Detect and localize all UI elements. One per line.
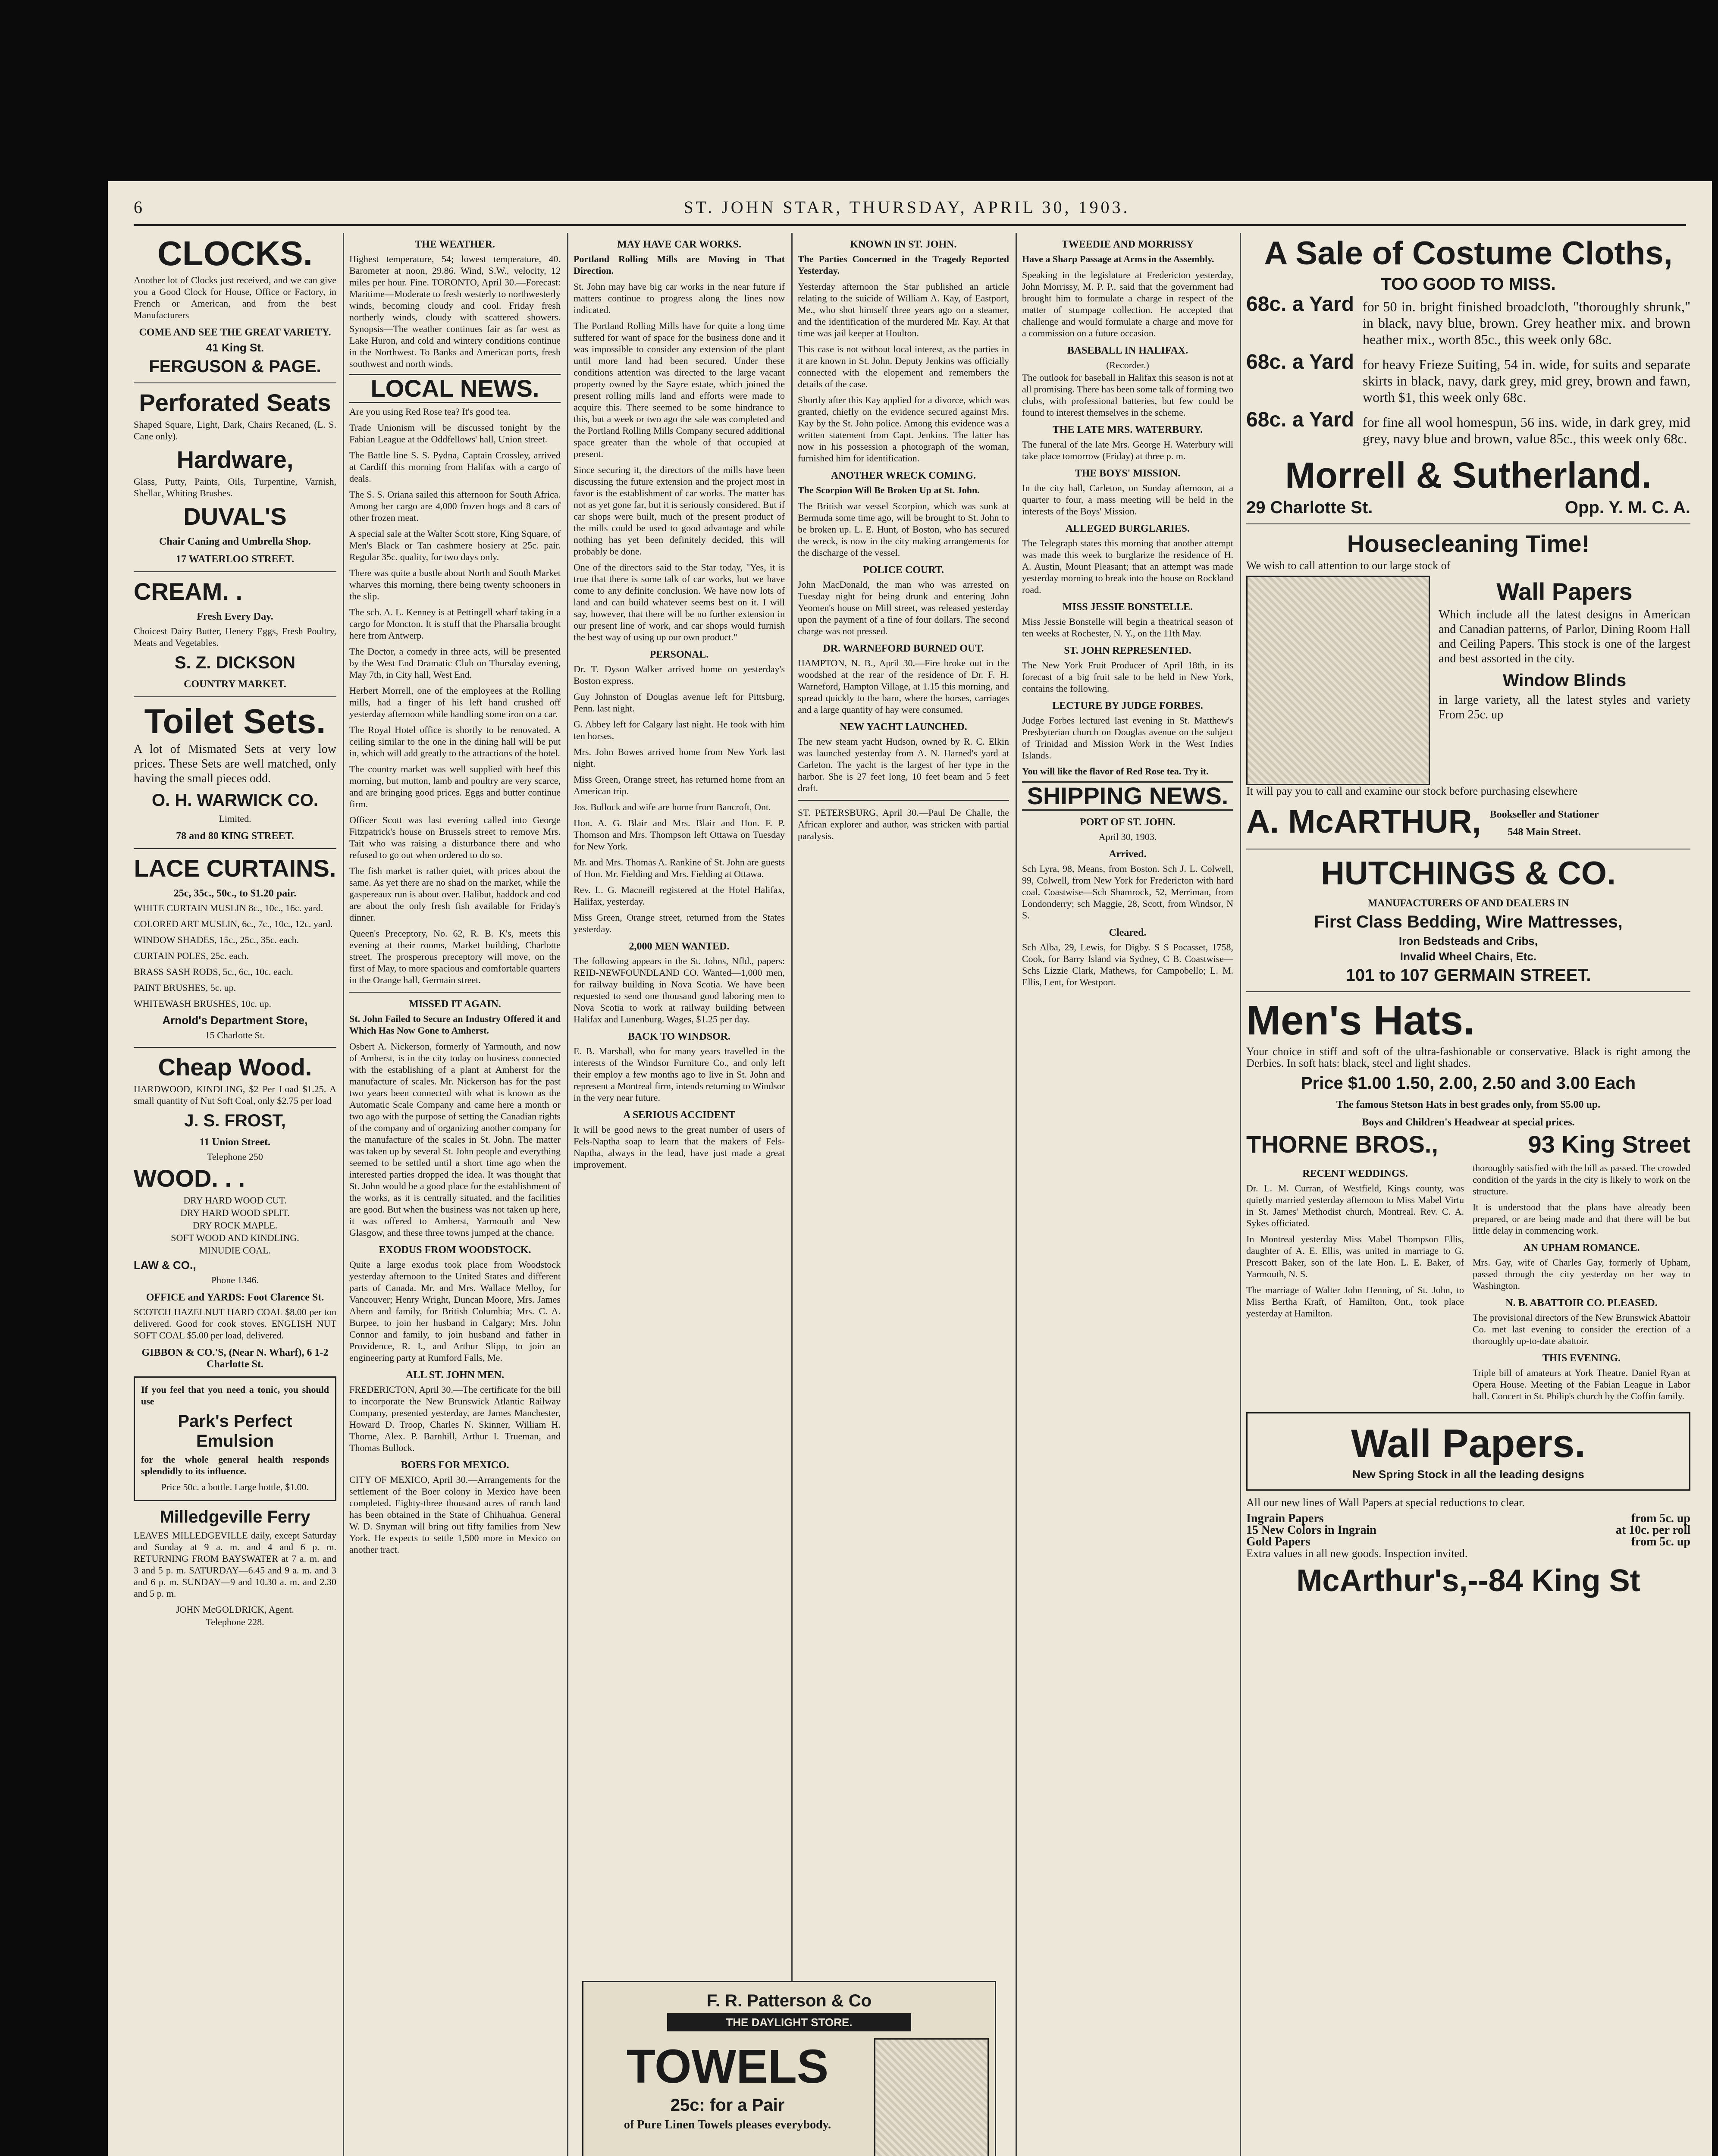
column-ads-right [1246, 233, 1690, 2156]
column-local-news [349, 233, 561, 2156]
wall-papers-row-price: from 5c. up [1631, 1535, 1690, 1548]
lace-item: WHITE CURTAIN MUSLIN 8c., 10c., 16c. yard. [134, 903, 323, 913]
tweedie-heading: TWEEDIE AND MORRISSY [1061, 239, 1194, 250]
price-text: for 50 in. bright finished broadcloth, "thoroughly shrunk," in black, navy blue, brown. Grey heather mix. and brown heather mix., worth 85c., this week only 68c. [1362, 299, 1690, 347]
weddings-text: In Montreal yesterday Miss Mabel Thompson Ellis, daughter of A. E. Ellis, was united in marriage to G. Prescott Baker, son of the late Hon. L. E. Baker, of Yarmouth, N. S. [1246, 1234, 1464, 1279]
weather-heading: THE WEATHER. [415, 239, 495, 250]
gibbon-text: GIBBON & CO.'S, (Near N. Wharf), 6 1-2 Charlotte St. [141, 1347, 329, 1370]
personal-item: Mrs. John Bowes arrived home from New York last night. [574, 746, 785, 769]
men-wanted-heading: 2,000 MEN WANTED. [629, 941, 730, 952]
divider [1246, 523, 1690, 524]
accident-text: It will be good news to the great number of users of Fels-Naptha soap to learn that the makers of Fels-Naptha, always in the lead, have just made a great improvement. [574, 1124, 785, 1170]
divider [134, 1047, 336, 1048]
warwick-subheading: Limited. [219, 813, 251, 824]
wall-papers-row-label: Gold Papers [1246, 1535, 1310, 1548]
newspaper-page [108, 181, 1712, 2156]
red-rose-text: You will like the flavor of Red Rose tea. Try it. [1022, 766, 1209, 777]
local-news-item: The S. S. Oriana sailed this afternoon for South Africa. Among her cargo are 4,000 frozen hogs and 8 cars of other frozen meat. [349, 489, 561, 523]
ferry-telephone: Telephone 228. [206, 1617, 264, 1627]
morrell-address: 29 Charlotte St. [1246, 498, 1373, 517]
local-news-item: The Doctor, a comedy in three acts, will be presented by the West End Dramatic Club on Thursday evening, May 7th, in City hall, West End. [349, 646, 561, 680]
page-number: 6 [134, 197, 145, 217]
warneford-text: HAMPTON, N. B., April 30.—Fire broke out in the woodshed at the rear of the residence of Dr. F. H. Warneford, Hampton Village, at 1.15 this morning, and spread quickly to the barn, where the horses, carriages and a large quantity of hay were consumed. [798, 658, 1009, 715]
personal-item: Miss Green, Orange street, returned from the States yesterday. [574, 912, 785, 934]
local-news-heading: LOCAL NEWS. [349, 374, 561, 403]
personal-item: Miss Green, Orange street, has returned home from an American trip. [574, 774, 785, 796]
towels-text: of Pure Linen Towels pleases everybody. [624, 2118, 831, 2131]
hutchings-line: Iron Bedsteads and Cribs, [1398, 934, 1538, 947]
parks-heading: Park's Perfect Emulsion [178, 1412, 292, 1451]
frost-address: 11 Union Street. [199, 1137, 271, 1148]
wood-item: SOFT WOOD AND KINDLING. [171, 1232, 299, 1243]
abattoir-heading: N. B. ABATTOIR CO. PLEASED. [1505, 1297, 1658, 1309]
towels-heading: TOWELS [626, 2040, 829, 2093]
stetson-text: The famous Stetson Hats in best grades only, from $5.00 up. [1336, 1099, 1601, 1110]
toilet-sets-text: A lot of Mismated Sets at very low prices. These Sets are well matched, only having the small pieces odd. [134, 743, 336, 785]
local-news-item: A special sale at the Walter Scott store, King Square, of Men's Black or Tan cashmere hosiery at 25c. pair. Regular 35c. quality, for two days only. [349, 528, 561, 562]
cleared-heading: Cleared. [1109, 927, 1147, 938]
missed-heading: MISSED IT AGAIN. [409, 999, 501, 1010]
boers-text: CITY OF MEXICO, April 30.—Arrangements for the settlement of the Boer colony in Mexico have been completed. Eighty-three thousand acres of ranch land has been obtained in the State of Chihuahua. General W. D. Snyman will bring out fifty families from New York. He expects to settle 1,500 more in Mexico on another tract. [349, 1474, 561, 1555]
wall-papers-ad [1246, 1412, 1690, 1491]
arrived-heading: Arrived. [1109, 849, 1147, 860]
bonstelle-text: Miss Jessie Bonstelle will begin a theatrical season of ten weeks at Rochester, N. Y., on the 11th May. [1022, 616, 1233, 639]
wall-papers-row-label: Ingrain Papers [1246, 1512, 1324, 1525]
mens-hats-text: Your choice in stiff and soft of the ultra-fashionable or conservative. Black is right among the Derbies. In soft hats: black, steel and light shades. [1246, 1045, 1690, 1069]
clocks-text: Another lot of Clocks just received, and we can give you a Good Clock for House, Office or Factory, in French or American, and from the best Manufacturers [134, 275, 336, 320]
clocks-heading: CLOCKS. [157, 234, 313, 273]
lace-curtains-heading: LACE CURTAINS. [134, 855, 336, 882]
boys-mission-text: In the city hall, Carleton, on Sunday afternoon, at a quarter to four, a mass meeting will be held in the interests of the Boys' Mission. [1022, 483, 1233, 517]
weddings-heading: RECENT WEDDINGS. [1302, 1168, 1408, 1179]
personal-item: Dr. T. Dyson Walker arrived home on yesterday's Boston express. [574, 664, 785, 686]
lace-prices: 25c, 35c., 50c., to $1.20 pair. [173, 888, 297, 899]
local-news-item: The Royal Hotel office is shortly to be renovated. A ceiling similar to the one in the dining hall will be put in, which will add greatly to the attractions of the hotel. [349, 724, 561, 758]
known-heading: KNOWN IN ST. JOHN. [850, 239, 957, 250]
car-works-heading: MAY HAVE CAR WORKS. [617, 239, 742, 250]
masthead-title: ST. JOHN STAR, THURSDAY, APRIL 30, 1903. [683, 197, 1130, 217]
yacht-text: The new steam yacht Hudson, owned by R. C. Elkin was launched yesterday from A. N. Harned's yard at Carleton. The yacht is the largest of her type in the harbor. She is 27 feet long, 10 feet beam and 5 feet draft. [798, 736, 1009, 793]
petersburg-text: ST. PETERSBURG, April 30.—Paul De Challe, the African explorer and author, was stricken with partial paralysis. [798, 807, 1009, 841]
lecture-text: Judge Forbes lectured last evening in St. Matthew's Presbyterian church on Douglas avenue on the subject of Trinidad and Mission Work in the West Indies Islands. [1022, 715, 1233, 761]
divider [1246, 991, 1690, 992]
costume-cloths-heading: A Sale of Costume Cloths, [1264, 235, 1673, 272]
port-date: April 30, 1903. [1098, 831, 1157, 842]
patterson-tagline: THE DAYLIGHT STORE. [667, 2013, 911, 2031]
divider [134, 696, 336, 697]
price-text: for fine all wool homespun, 56 ins. wide, in dark grey, mid grey, navy blue and brown, value 85c., this week only 68c. [1362, 414, 1690, 446]
law-text: SCOTCH HAZELNUT HARD COAL $8.00 per ton delivered. Good for cook stoves. ENGLISH NUT SOFT COAL $5.00 per load, delivered. [134, 1307, 336, 1341]
hutchings-heading: HUTCHINGS & CO. [1321, 855, 1616, 892]
all-st-john-text: FREDERICTON, April 30.—The certificate for the bill to incorporate the New Brunswick Atlantic Railway Company, presented yesterday, are James Manchester, Howard D. Troop, Charles N. Skinner, William H. Thorne, Alex. P. Barnhill, Arthur I. Trueman, and Thomas Bullock. [349, 1384, 561, 1453]
arnold-address: 15 Charlotte St. [205, 1030, 265, 1040]
represented-heading: ST. JOHN REPRESENTED. [1064, 645, 1191, 656]
personal-item: Jos. Bullock and wife are home from Bancroft, Ont. [574, 802, 771, 812]
wood-item: MINUDIE COAL. [199, 1245, 271, 1256]
patterson-firm: F. R. Patterson & Co [706, 1991, 872, 2010]
exodus-heading: EXODUS FROM WOODSTOCK. [379, 1244, 531, 1256]
patterson-towels-ad [582, 1981, 996, 2156]
wall-papers-ad-heading: Wall Papers. [1351, 1422, 1586, 1466]
housecleaning-heading: Housecleaning Time! [1347, 530, 1590, 557]
column-rule [1240, 233, 1241, 2156]
duval-heading: DUVAL'S [183, 503, 287, 530]
personal-item: Guy Johnston of Douglas avenue left for Pittsburg, Penn. last night. [574, 691, 785, 714]
port-heading: PORT OF ST. JOHN. [1079, 817, 1176, 828]
car-works-text: The Portland Rolling Mills have for quite a long time suffered for want of space for the business done and it was impossible to consider any extension of the plant until more land had been secured. Under these conditions attention was directed to the large vacant property owned by the Sayre estate, which joined the present rolling mills land and efforts were made to acquire this. There seemed to be some hindrance to this, but a week or two ago the sale was completed and the Portland Rolling Mills Company secured additional space greater than the whole of that occupied at present. [574, 320, 785, 459]
local-news-item: Officer Scott was last evening called into George Fitzpatrick's house on Brussels street to remove Mrs. Tait who was raising a disturbance there and who refused to go out when ordered to do so. [349, 815, 561, 860]
ferguson-heading: FERGUSON & PAGE. [149, 357, 321, 376]
housecleaning-intro: We wish to call attention to our large stock of [1246, 559, 1451, 572]
wood-item: DRY HARD WOOD CUT. [183, 1195, 287, 1206]
parks-text: for the whole general health responds splendidly to its influence. [141, 1454, 329, 1476]
upham-text: Mrs. Gay, wife of Charles Gay, formerly of Upham, passed through the city yesterday on her way to Washington. [1473, 1257, 1690, 1291]
wreck-heading: ANOTHER WRECK COMING. [831, 470, 976, 481]
woman-illustration-icon [874, 2038, 989, 2156]
wreck-subheading: The Scorpion Will Be Broken Up at St. John. [798, 485, 980, 495]
wall-papers-intro: All our new lines of Wall Papers at special reductions to clear. [1246, 1496, 1525, 1509]
lace-item: BRASS SASH RODS, 5c., 6c., 10c. each. [134, 966, 293, 977]
boers-heading: BOERS FOR MEXICO. [401, 1460, 509, 1471]
hardware-heading: Hardware, [176, 446, 294, 473]
windsor-heading: BACK TO WINDSOR. [627, 1031, 731, 1042]
column-rule [567, 233, 568, 2156]
costume-cloths-subheading: TOO GOOD TO MISS. [1381, 275, 1556, 294]
column-car-works [574, 233, 785, 2156]
boys-headwear-text: Boys and Children's Headwear at special prices. [1362, 1117, 1575, 1128]
seats-heading: Perforated Seats [139, 389, 331, 416]
seats-text: Shaped Square, Light, Dark, Chairs Recaned, (L. S. Cane only). [134, 419, 336, 442]
divider [134, 848, 336, 849]
local-news-item: Are you using Red Rose tea? It's good tea. [349, 406, 511, 417]
wall-papers-note: Extra values in all new goods. Inspection invited. [1246, 1547, 1468, 1560]
parks-emulsion-ad [134, 1376, 336, 1501]
masthead [134, 190, 1686, 226]
car-works-text: One of the directors said to the Star today, "Yes, it is true that there is some talk of car works, but we have come to any definite conclusion. We have now lots of land and can build whatever seems best on it. I will say, however, that there will be no further extension in our present line of work, and car shops would furnish the best way of using up our own product." [574, 562, 785, 642]
column-rule [1016, 233, 1017, 2156]
baseball-text: The outlook for baseball in Halifax this season is not at all promising. There has been some talk of forming two clubs, with professional batteries, but few could be found to interest themselves in the scheme. [1022, 372, 1233, 418]
exodus-text: Quite a large exodus took place from Woodstock yesterday afternoon to the United States and different parts of Canada. Mr. and Mrs. Wallace Melloy, for Vancouver; Henry Wright, Duncan Moore, Mrs. James Ahern and family, for British Columbia; Mrs. C. A. Burpee, to join her husband in Calgary; Mrs. John Connor and family, to join husband and father in Providence, R. I., and Arthur Slipp, to join an engineering party at Rumford Falls, Me. [349, 1259, 561, 1363]
wood-heading: WOOD. . . [134, 1165, 245, 1192]
police-text: John MacDonald, the man who was arrested on Tuesday night for being drunk and entering John Yeomen's house on Mill street, was released yesterday upon the payment of a fine of four dollars. The second charge was not pressed. [798, 579, 1009, 636]
law-address: OFFICE and YARDS: Foot Clarence St. [146, 1292, 324, 1303]
divider [134, 571, 336, 572]
arrived-text: Sch Lyra, 98, Means, from Boston. Sch J. L. Colwell, 99, Colwell, from New York for Fredericton with hard coal. Coastwise—Sch Shamrock, 52, Merriman, from Londonderry; sch Maggie, 28, Scott, from Windsor, N S. [1022, 863, 1233, 921]
dickson-subheading: COUNTRY MARKET. [184, 679, 286, 690]
ferry-heading: Milledgeville Ferry [160, 1507, 310, 1526]
missed-subheading: St. John Failed to Secure an Industry Offered it and Which Has Now Gone to Amherst. [349, 1013, 561, 1036]
parks-price: Price 50c. a bottle. Large bottle, $1.00. [161, 1482, 309, 1492]
local-news-item: The sch. A. L. Kenney is at Pettingell wharf taking in a cargo for Moncton. It is stuff that the Pharsalia brought here from Antwerp. [349, 607, 561, 641]
divider [798, 800, 1009, 801]
column-known [798, 233, 1009, 2156]
divider [134, 382, 336, 383]
divider [349, 992, 561, 993]
car-works-text: St. John may have big car works in the near future if matters continue to progress along the lines now indicated. [574, 281, 785, 315]
waterbury-heading: THE LATE MRS. WATERBURY. [1052, 424, 1203, 436]
baseball-heading: BASEBALL IN HALIFAX. [1067, 345, 1188, 356]
mens-hats-price: Price $1.00 1.50, 2.00, 2.50 and 3.00 Each [1301, 1074, 1636, 1093]
personal-item: Hon. A. G. Blair and Mrs. Blair and Hon. F. P. Thomson and Mrs. Thompson left Ottawa on Tuesday for New York. [574, 818, 785, 852]
wall-papers-heading: Wall Papers [1496, 578, 1633, 605]
lace-item: WHITEWASH BRUSHES, 10c. up. [134, 998, 271, 1009]
ferry-agent: JOHN McGOLDRICK, Agent. [176, 1604, 294, 1615]
window-blinds-text: in large variety, all the latest styles and variety From 25c. up [1439, 693, 1690, 721]
column-rule [343, 233, 344, 2156]
bonstelle-heading: MISS JESSIE BONSTELLE. [1062, 602, 1193, 613]
mcarthur-subheading: Bookseller and Stationer [1489, 809, 1599, 820]
personal-item: Rev. L. G. Macneill registered at the Hotel Halifax, Halifax, yesterday. [574, 884, 785, 907]
warwick-heading: O. H. WARWICK CO. [152, 791, 318, 810]
local-news-item: The Battle line S. S. Pydna, Captain Crossley, arrived at Cardiff this morning from Halifax with a cargo of deals. [349, 450, 561, 484]
shipping-heading: SHIPPING NEWS. [1022, 781, 1233, 811]
local-news-item: The country market was well supplied with beef this morning, but mutton, lamb and poultry are very scarce, and are bringing good prices. Eggs and butter continue firm. [349, 764, 561, 809]
hutchings-line: First Class Bedding, Wire Mattresses, [1314, 912, 1623, 931]
local-news-item: There was quite a bustle about North and South Market wharves this morning, there being twenty schooners in the slip. [349, 567, 561, 602]
lace-item: COLORED ART MUSLIN, 6c., 7c., 10c., 12c. yard. [134, 918, 333, 929]
men-wanted-text: The following appears in the St. Johns, Nfld., papers: REID-NEWFOUNDLAND CO. Wanted—1,000 men, for railway building in Nova Scotia. We have been requested to send one thousand good laboring men to Nova Scotia to work at railway building between Halifax and Lunenburg. Wages, $1.25 per day. [574, 956, 785, 1025]
burglaries-text: The Telegraph states this morning that another attempt was made this week to burglarize the residence of H. A. Austin, Mount Pleasant; that an attempt was made yesterday morning to break into the house on Rockland road. [1022, 538, 1233, 595]
duval-text: Chair Caning and Umbrella Shop. [159, 536, 311, 547]
police-heading: POLICE COURT. [862, 564, 944, 576]
housecleaning-footer: It will pay you to call and examine our stock before purchasing elsewhere [1246, 785, 1578, 797]
weddings-text: The marriage of Walter John Henning, of St. John, to Miss Bertha Kraft, of Hamilton, Ont., took place yesterday at Hamilton. [1246, 1285, 1464, 1319]
price-text: for heavy Frieze Suiting, 54 in. wide, for suits and separate skirts in black, navy, dark grey, mid grey, brown and fawn, worth $1, this week only 68c. [1362, 357, 1690, 405]
known-subheading: The Parties Concerned in the Tragedy Reported Yesterday. [798, 254, 1009, 276]
hutchings-line: Invalid Wheel Chairs, Etc. [1400, 950, 1537, 963]
mcarthur-king-footer: McArthur's,--84 King St [1296, 1564, 1640, 1598]
mcarthur-heading: A. McARTHUR, [1246, 803, 1481, 840]
cheap-wood-heading: Cheap Wood. [158, 1053, 312, 1081]
windsor-text: E. B. Marshall, who for many years travelled in the interests of the Windsor Furniture Co., and only left their employ a few months ago to live in St. John and represent a Montreal firm, intends returning to Windsor in the very near future. [574, 1046, 785, 1103]
tweedie-subheading: Have a Sharp Passage at Arms in the Assembly. [1022, 254, 1214, 264]
this-evening-heading: THIS EVENING. [1542, 1353, 1621, 1364]
clocks-address: 41 King St. [206, 341, 264, 354]
wood-item: DRY ROCK MAPLE. [192, 1220, 278, 1231]
local-news-item: Herbert Morrell, one of the employees at the Rolling mills, had a finger of his left hand crushed off yesterday afternoon while handling some iron on a car. [349, 685, 561, 719]
all-st-john-heading: ALL ST. JOHN MEN. [405, 1369, 505, 1381]
ferry-text: LEAVES MILLEDGEVILLE daily, except Saturday and Sunday at 9 a. m. and 4 and 6 p. m. RETURNING FROM BAYSWATER at 7 a. m. and 3 and 5 p. m. SATURDAY—6.45 and 9 a. m. and 3 and 6 p. m. SUNDAY—9 and 10.30 a. m. and 2.30 and 5 p. m. [134, 1530, 336, 1599]
wreck-text: The British war vessel Scorpion, which was sunk at Bermuda some time ago, will be brought to St. John to be broken up. L. E. Hunt, of Boston, who has secured the wreck, is now in the city making arrangements for the discharge of the vessel. [798, 501, 1009, 558]
price-heading: 68c. a Yard [1246, 293, 1354, 316]
lecture-heading: LECTURE BY JUDGE FORBES. [1052, 700, 1203, 711]
boys-mission-heading: THE BOYS' MISSION. [1075, 468, 1181, 479]
morrell-opposite: Opp. Y. M. C. A. [1564, 498, 1690, 517]
window-blinds-heading: Window Blinds [1502, 671, 1627, 690]
accident-heading: A SERIOUS ACCIDENT [623, 1109, 736, 1121]
column-rule [791, 233, 793, 2156]
wall-papers-row-label: 15 New Colors in Ingrain [1246, 1523, 1376, 1537]
represented-text: The New York Fruit Producer of April 18th, in its forecast of a big fruit sale to be held in New York, contains the following. [1022, 660, 1233, 694]
local-news-item: The fish market is rather quiet, with prices about the same. As yet there are no shad on the market, while the gaspereaux run is about over. Halibut, haddock and cod are about the only fresh fish available for Friday's dinner. [349, 865, 561, 923]
lace-item: CURTAIN POLES, 25c. each. [134, 950, 249, 961]
hutchings-subheading: MANUFACTURERS OF AND DEALERS IN [1367, 898, 1569, 909]
frost-telephone: Telephone 250 [207, 1151, 263, 1162]
price-heading: 68c. a Yard [1246, 351, 1354, 373]
dickson-heading: S. Z. DICKSON [174, 653, 296, 672]
clocks-tagline: COME AND SEE THE GREAT VARIETY. [139, 327, 331, 338]
yacht-heading: NEW YACHT LAUNCHED. [840, 721, 967, 733]
cheap-wood-text: HARDWOOD, KINDLING, $2 Per Load $1.25. A small quantity of Nut Soft Coal, only $2.75 per load [134, 1084, 336, 1106]
wall-papers-row-price: at 10c. per roll [1615, 1523, 1690, 1537]
wood-item: DRY HARD WOOD SPLIT. [180, 1207, 290, 1218]
duval-address: 17 WATERLOO STREET. [176, 554, 295, 565]
warwick-address: 78 and 80 KING STREET. [176, 830, 294, 842]
mcarthur-address: 548 Main Street. [1508, 827, 1581, 838]
burglaries-heading: ALLEGED BURGLARIES. [1065, 523, 1190, 534]
wall-papers-text: Which include all the latest designs in American and Canadian patterns, of Parlor, Dining Room Hall and Ceiling Papers. This stock is one of the largest and best assorted in the city. [1439, 608, 1690, 665]
wall-papers-row-price: from 5c. up [1631, 1512, 1690, 1525]
morrell-heading: Morrell & Sutherland. [1285, 455, 1652, 495]
lace-item: WINDOW SHADES, 15c., 25c., 35c. each. [134, 934, 299, 945]
toilet-sets-heading: Toilet Sets. [144, 702, 326, 740]
column-ads-left [134, 233, 336, 2156]
decorative-figure-icon [1246, 576, 1430, 785]
local-news-item: Trade Unionism will be discussed tonight by the Fabian League at the Oddfellows' hall, Union street. [349, 422, 561, 445]
cleared-text: Sch Alba, 29, Lewis, for Digby. S S Pocasset, 1758, Cook, for Barry Island via Sydney, C B. Coastwise—Schs Lizzie Clark, Mathews, for Campobello; L. M. Ellis, Lent, for Westport. [1022, 942, 1233, 987]
thorne-address: 93 King Street [1528, 1131, 1690, 1158]
personal-item: Mr. and Mrs. Thomas A. Rankine of St. John are guests of Hon. Mr. Fielding and Mrs. Fielding at Ottawa. [574, 857, 785, 879]
personal-heading: PERSONAL. [649, 649, 709, 660]
weddings-text: Dr. L. M. Curran, of Westfield, Kings county, was quietly married yesterday afternoon to Miss Mabel Virtu in St. James' Methodist church, Montreal. Rev. C. A. Sykes officiated. [1246, 1183, 1464, 1228]
price-heading: 68c. a Yard [1246, 408, 1354, 431]
known-text: This case is not without local interest, as the parties in it are known in St. John. Deputy Jenkins was officially connected with the elopement and remembers the details of the case. [798, 344, 1009, 389]
cream-heading: CREAM. . [134, 578, 242, 605]
cream-text: Choicest Dairy Butter, Henery Eggs, Fresh Poultry, Meats and Vegetables. [134, 626, 336, 648]
local-news-item: Queen's Preceptory, No. 62, R. B. K's, meets this evening at their rooms, Market building, Charlotte street. The prosperous preceptory will move, on the first of May, to more spacious and comfortable quarters in the Orange hall, Germain street. [349, 928, 561, 985]
tweedie-text: Speaking in the legislature at Fredericton yesterday, John Morrissy, M. P. P., said that the government had brought him to formulate a charge in respect of the matter of stumpage collection. He accepted that challenge and would formulate a charge and move for a commission on a future occasion. [1022, 270, 1233, 338]
lace-item: PAINT BRUSHES, 5c. up. [134, 982, 236, 993]
weather-text: Highest temperature, 54; lowest temperature, 40. Barometer at noon, 29.86. Wind, S.W., velocity, 12 miles per hour. Fine. TORONTO, April 30.—Forecast: Maritime—Moderate to fresh westerly to northwesterly winds, becoming cloudy and cool. Friday fresh northerly winds, cloudy with scattered showers. Synopsis—The weather continues fair as far west as Lake Huron, and cold and wintery conditions continue in the Northwest. To Banks and American ports, fresh southwest and north winds. [349, 254, 561, 369]
frost-heading: J. S. FROST, [184, 1111, 286, 1130]
mens-hats-heading: Men's Hats. [1246, 997, 1475, 1044]
car-works-text: Since securing it, the directors of the mills have been discussing the future extension and the project most in favor is the establishment of car works. The matter has not as yet gone far, but it is seriously considered. But if car shops were built, much of the present product of the mills could be used to good advantage and while nothing has yet been definitely decided, this will probably be done. [574, 464, 785, 557]
baseball-source: (Recorder.) [1106, 360, 1149, 370]
abattoir-text: The provisional directors of the New Brunswick Abattoir Co. met last evening to consider the erection of a thoroughly up-to-date abattoir. [1473, 1312, 1690, 1346]
law-phone: Phone 1346. [211, 1275, 259, 1285]
known-text: Shortly after this Kay applied for a divorce, which was granted, chiefly on the evidence secured against Mrs. Kay by the St. John police. Among this evidence was a written statement from Capt. Jenkins. The latter has now in his possession a photograph of the woman, furnished him for identification. [798, 395, 1009, 464]
this-evening-text: Triple bill of amateurs at York Theatre. Daniel Ryan at Opera House. Meeting of the Fabian League in Labor hall. Concert in St. Philip's church by the Coffin family. [1473, 1367, 1690, 1401]
missed-text: Osbert A. Nickerson, formerly of Yarmouth, and now of Amherst, is in the city today on business connected with the establishing of a plant at Amherst for the manufacture of scales. Mr. Nickerson has for the past two years been connected with what is known as the Automatic Scale Company and came here a month or two ago with the purpose of setting the Canadian rights of the company and of organizing another company for the manufacture of the scales in St. John. The matter was taken up by several St. John people and everything seemed to be settled until a short time ago when the interested parties dropped the idea. It was thought that St. John would be a good place for the establishment of the works, as it is centrally situated, and the facilities are good. But when the business was not taken up here, it was offered to Amherst, Yarmouth and New Glasgow, and these three towns jumped at the chance. [349, 1041, 561, 1238]
bill-text: thoroughly satisfied with the bill as passed. The crowded condition of the yards in the city is likely to work on the structure. [1473, 1163, 1690, 1197]
hutchings-address: 101 to 107 GERMAIN STREET. [1345, 966, 1591, 985]
column-assembly [1022, 233, 1233, 2156]
hardware-text: Glass, Putty, Paints, Oils, Turpentine, Varnish, Shellac, Whiting Brushes. [134, 476, 336, 498]
known-text: Yesterday afternoon the Star published an article relating to the suicide of William A. Kay, of Eastport, Me., who shot himself three years ago on a steamer, and the identification of the murdered Mr. Kay. At that time was jail keeper at Houlton. [798, 281, 1009, 338]
warneford-heading: DR. WARNEFORD BURNED OUT. [823, 643, 984, 654]
upham-heading: AN UPHAM ROMANCE. [1523, 1242, 1640, 1253]
car-works-subheading: Portland Rolling Mills are Moving in That Direction. [574, 254, 785, 276]
thorne-heading: THORNE BROS., [1246, 1131, 1438, 1158]
law-heading: LAW & CO., [134, 1259, 196, 1272]
waterbury-text: The funeral of the late Mrs. George H. Waterbury will take place tomorrow (Friday) at three p. m. [1022, 439, 1233, 461]
towels-price: 25c: for a Pair [670, 2096, 785, 2115]
cream-fresh: Fresh Every Day. [197, 611, 273, 622]
arnold-heading: Arnold's Department Store, [162, 1014, 308, 1027]
bill-text: It is understood that the plans have already been prepared, or are being made and that there will be but little delay in commencing work. [1473, 1202, 1690, 1236]
wall-papers-ad-subheading: New Spring Stock in all the leading designs [1352, 1468, 1584, 1481]
personal-item: G. Abbey left for Calgary last night. He took with him ten horses. [574, 719, 785, 741]
parks-lead: If you feel that you need a tonic, you should use [141, 1384, 329, 1407]
